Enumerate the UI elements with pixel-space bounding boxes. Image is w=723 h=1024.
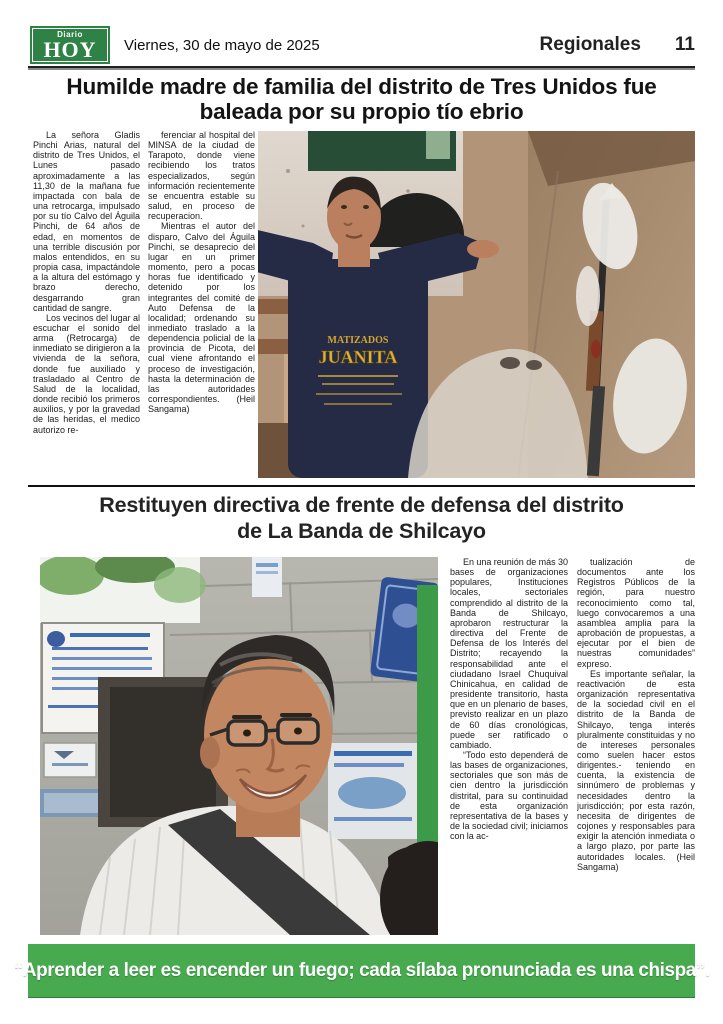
masthead	[30, 26, 695, 64]
article1-body	[33, 130, 255, 478]
shirt-text-matizados: MATIZADOS	[327, 335, 389, 346]
page-number: 11	[674, 34, 695, 55]
article1-column-2	[148, 130, 255, 478]
article1-photo-detained-man	[258, 131, 695, 478]
article2-photo-directive-president	[40, 557, 438, 935]
section-name: Regionales	[539, 34, 641, 55]
article2-headline: Restituyen directiva de frente de defensa del distrito de La Banda de Shilcayo	[99, 493, 624, 543]
footer-quote-banner	[13, 944, 710, 997]
logo-main-text: HOY	[43, 36, 97, 62]
footer-quote-text: “Aprender a leer es encender un fuego; cada sílaba pronunciada es una chispa”.	[13, 959, 710, 981]
paragraph: “Todo esto dependerá de las bases de organizaciones, sectoriales que son más de cien dentro la jurisdicción distrital, para su continuidad de esta organización representativa de la bases y de la sociedad civil; iniciamos con la ac-	[450, 749, 568, 842]
article-divider-rule	[28, 485, 695, 487]
article2-column-2	[577, 557, 695, 937]
paragraph: Es importante señalar, la reactivación de esta organización representativa de la sociedad civil en el distrito de la Banda de Shilcayo, tenga interés pluralmente constituidas y no de intereses personales como suelen hacer estos dirigentes.- teniendo en cuenta, la existencia de sinnúmero de problemas y necesidades dentro la jurisdicción; por esta razón, necesita de dirigentes de cojones y responsables para exigir la atención inmediata o a largo plazo, por parte las autoridades locales. (Heil Sangama)	[577, 668, 695, 872]
paragraph: La señora Gladis Pinchi Arias, natural del distrito de Tres Unidos, el Lunes pasado aproximadamente a las 11,30 de la mañana fue impactada con bala de una retrocarga, impulsado por su tío Calvo del Águila Pinchi, de 64 años de edad, en momentos de una terrible discusión por malos entendidos, en su propia casa, impactándole a la altura del estómago y brazo derecho, desgarrando gran cantidad de sangre.	[33, 130, 140, 313]
paragraph: ferenciar al hospital del MINSA de la ciudad de Tarapoto, donde viene recibiendo los tratos especializados, según información recientemente se encuentra estable su salud, en proceso de recuperacion.	[148, 130, 255, 222]
photo2-illustration	[40, 557, 438, 935]
paragraph: Los vecinos del lugar al escuchar el sonido del arma (Retrocarga) de inmediato se dirigieron a la vivienda de la señora, donde fue auxiliado y trasladado al Centro de Salud de la localidad, donde recibió los primeros auxilios, y por la gravedad de las heridas, el medico autorizo re-	[33, 312, 140, 435]
photo1-illustration	[258, 131, 695, 478]
article1-headline: Humilde madre de familia del distrito de Tres Unidos fue baleada por su propio tío ebrio	[66, 74, 657, 124]
shirt-text-juanita: JUANITA	[318, 347, 398, 367]
logo-top-text: Diario	[57, 29, 83, 39]
article1-column-1	[33, 130, 140, 478]
edition-date: Viernes, 30 de mayo de 2025	[124, 36, 320, 54]
diario-hoy-logo	[30, 26, 110, 64]
paragraph: En una reunión de más 30 bases de organizaciones populares, Instituciones locales, sectoriales comprendido al distrito de la Banda de Shilcayo, aprobaron restructurar la directiva del Frente de Defensa de los Interés del Distrito; recayendo la responsabilidad ante el ciudadano Israel Chuquival Chinicahua, en calidad de presidente transitorio, hasta que en un plenario de bases, previsto realizar en un plazo de 60 días cronológicas, puede ser ratificado o cambiado.	[450, 557, 568, 750]
article2-body	[450, 557, 695, 937]
paragraph: tualización de documentos ante los Registros Públicos de la región, para nuestro reconocimiento como tal, luego convocaremos a una asamblea amplia para la aprobación de propuestas, a ejecutar por el bien de nuestras comunidades” expreso.	[577, 557, 695, 669]
masthead-right	[540, 34, 695, 56]
paragraph: Mientras el autor del disparo, Calvo del Águila Pinchi, se desaprecio del lugar en un primer momento, pero a pocas horas fue identificado y detenido por los integrantes del comité de Auto Defensa de la localidad; ordenando su inmediato traslado a la dependencia policial de la provincia de Picota, del cual viene afrontando el proceso de investigación, hasta la determinación de las autoridades correspondientes. (Heil Sangama)	[148, 221, 255, 415]
wall-advert	[328, 743, 420, 839]
header-rule	[28, 66, 695, 70]
article2-column-1	[450, 557, 568, 937]
